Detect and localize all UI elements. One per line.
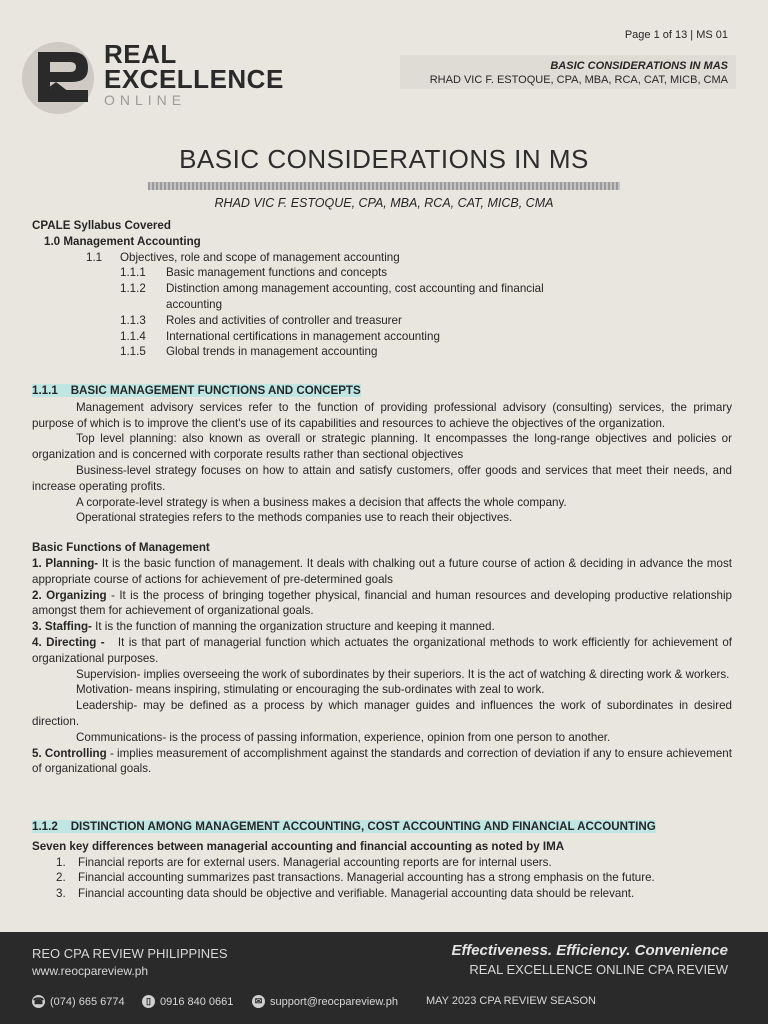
- function-label: 2. Organizing: [32, 588, 107, 602]
- footer-email-text: support@reocpareview.ph: [270, 995, 398, 1008]
- paragraph-mas: Management advisory services refer to the function of providing professional advisory (consulting) services, the primary purpose of which is to improve the client's use of its capabilities and resources to achieve the objectives of the organization.: [32, 400, 732, 430]
- difference-text: Financial reports are for external users. Managerial accounting reports are for internal users.: [78, 855, 552, 869]
- difference-number: 2.: [56, 871, 66, 885]
- syllabus-heading: CPALE Syllabus Covered: [32, 219, 171, 232]
- difference-number: 3.: [56, 887, 66, 901]
- running-author: RHAD VIC F. ESTOQUE, CPA, MBA, RCA, CAT, MICB, CMA: [429, 74, 728, 86]
- syllabus-item-number: 1.1.2: [120, 282, 146, 296]
- syllabus-item-text: Basic management functions and concepts: [166, 266, 388, 280]
- footer-mobile-text: 0916 840 0661: [160, 995, 234, 1008]
- page-title: BASIC CONSIDERATIONS IN MS: [179, 144, 589, 174]
- section-title: DISTINCTION AMONG MANAGEMENT ACCOUNTING, COST ACCOUNTING AND FINANCIAL ACCOUNTING: [70, 820, 656, 833]
- function-text: - It is the process of bringing together physical, financial and human resources and developing productive relationship amongst them for achievement of organizational goals.: [32, 588, 732, 618]
- syllabus-item-number: 1.1.4: [120, 329, 146, 343]
- syllabus-topic: [32, 250, 732, 266]
- syllabus-topic-number: 1.1: [86, 250, 103, 264]
- function-controlling: [32, 746, 732, 778]
- syllabus-item-text: International certifications in management accounting: [166, 329, 440, 343]
- function-planning: [32, 556, 732, 588]
- page-footer: [0, 932, 768, 1024]
- paragraph-top-level-planning: Top level planning: also known as overall or strategic planning. It encompasses the long-range objectives and policies or organization and is concerned with corporate results rather than sectional objectives: [32, 432, 732, 462]
- brand-line-online: ONLINE: [104, 92, 187, 108]
- section-number: 1.1.2: [32, 820, 58, 833]
- function-text: It is the function of manning the organization structure and keeping it manned.: [95, 620, 495, 634]
- functions-heading: Basic Functions of Management: [32, 541, 210, 555]
- syllabus-item-number: 1.1.1: [120, 266, 146, 280]
- section-distinction: [32, 819, 732, 902]
- section-heading: [32, 383, 732, 399]
- syllabus-item: [32, 313, 732, 329]
- footer-tagline: Effectiveness. Efficiency. Convenience: [451, 942, 728, 959]
- syllabus-item-number: 1.1.3: [120, 313, 146, 327]
- function-text: - implies measurement of accomplishment against the standards and correction of deviation if any to ensure achievement of organizational goals.: [32, 746, 732, 776]
- title-rule: [148, 182, 620, 190]
- running-title: BASIC CONSIDERATIONS IN MAS: [550, 60, 728, 72]
- syllabus-item: [32, 344, 732, 360]
- paragraph-business-level: Business-level strategy focuses on how to attain and satisfy customers, offer goods and services that meet their needs, and increase operating profits.: [32, 463, 732, 493]
- reo-logo-icon: [20, 38, 104, 114]
- section-heading: [32, 819, 732, 835]
- difference-number: 1.: [56, 855, 66, 869]
- section-title: BASIC MANAGEMENT FUNCTIONS AND CONCEPTS: [70, 384, 361, 397]
- syllabus-topic-text: Objectives, role and scope of management accounting: [120, 250, 400, 264]
- paragraph-operational: Operational strategies refers to the methods companies use to reach their objectives.: [76, 511, 513, 525]
- function-directing: [32, 635, 732, 667]
- difference-text: Financial accounting data should be objective and verifiable. Managerial accounting data should be relevant.: [78, 887, 635, 901]
- brand-line-real: REAL: [104, 39, 177, 69]
- difference-item: [32, 886, 732, 902]
- function-label: 3. Staffing-: [32, 620, 92, 634]
- section-number: 1.1.1: [32, 384, 58, 397]
- difference-item: [32, 870, 732, 886]
- page-number: Page 1 of 13 | MS 01: [624, 29, 728, 41]
- difference-item: [32, 855, 732, 871]
- syllabus-item: [32, 329, 732, 345]
- footer-mobile: [142, 995, 233, 1008]
- email-icon: ✉: [252, 995, 265, 1008]
- paragraph-supervision: Supervision- implies overseeing the work of subordinates by their superiors. It is the act of watching & directing work & workers.: [76, 667, 730, 681]
- syllabus-item: [32, 265, 732, 281]
- syllabus-item: [32, 281, 732, 313]
- paragraph-leadership: Leadership- may be defined as a process by which manager guides and influences the work of subordinates in desired direction.: [32, 699, 732, 728]
- section-heading-text: [32, 820, 656, 833]
- author-line: RHAD VIC F. ESTOQUE, CPA, MBA, RCA, CAT, MICB, CMA: [214, 196, 554, 210]
- phone-icon: ☎: [32, 996, 45, 1006]
- function-staffing: [32, 619, 732, 635]
- syllabus-item-text: Distinction among management accounting, cost accounting and financial accounting: [166, 282, 544, 311]
- syllabus-item-text: Global trends in management accounting: [166, 345, 378, 359]
- syllabus-area: 1.0 Management Accounting: [44, 234, 201, 248]
- footer-phone: [32, 995, 125, 1008]
- syllabus-item-number: 1.1.5: [120, 345, 146, 359]
- footer-name: REAL EXCELLENCE ONLINE CPA REVIEW: [469, 962, 728, 977]
- differences-heading: Seven key differences between managerial accounting and financial accounting as noted by IMA: [32, 839, 565, 853]
- footer-org: REO CPA REVIEW PHILIPPINES: [32, 946, 228, 961]
- brand-line-excellence: EXCELLENCE: [104, 64, 284, 94]
- paragraph-corporate-level: A corporate-level strategy is when a business makes a decision that affects the whole company.: [76, 495, 567, 509]
- paragraph-communications: Communications- is the process of passing information, experience, opinion from one person to another.: [76, 730, 611, 744]
- paragraph-motivation: Motivation- means inspiring, stimulating or encouraging the sub-ordinates with zeal to work.: [76, 683, 545, 697]
- footer-phone-text: (074) 665 6774: [50, 995, 125, 1008]
- function-organizing: [32, 588, 732, 620]
- syllabus-item-text: Roles and activities of controller and treasurer: [166, 313, 402, 327]
- section-basic-functions: [32, 383, 732, 777]
- section-heading-text: [32, 384, 361, 397]
- function-text: It is that part of managerial function which actuates the organizational methods to work efficiently for achievement of organizational purposes.: [32, 635, 732, 665]
- function-label: 5. Controlling: [32, 746, 107, 760]
- footer-email: [252, 995, 398, 1008]
- syllabus-block: [32, 218, 732, 360]
- function-text: It is the basic function of management. It deals with chalking out a future course of action & deciding in advance the most appropriate course of actions for achievement of pre-determined goals: [32, 556, 732, 586]
- footer-url: www.reocpareview.ph: [32, 964, 149, 978]
- footer-season: MAY 2023 CPA REVIEW SEASON: [426, 995, 596, 1007]
- mobile-icon: ▯: [142, 995, 155, 1008]
- difference-text: Financial accounting summarizes past transactions. Managerial accounting has a strong emphasis on the future.: [78, 871, 655, 885]
- function-label: 4. Directing -: [32, 635, 105, 649]
- function-label: 1. Planning-: [32, 556, 99, 570]
